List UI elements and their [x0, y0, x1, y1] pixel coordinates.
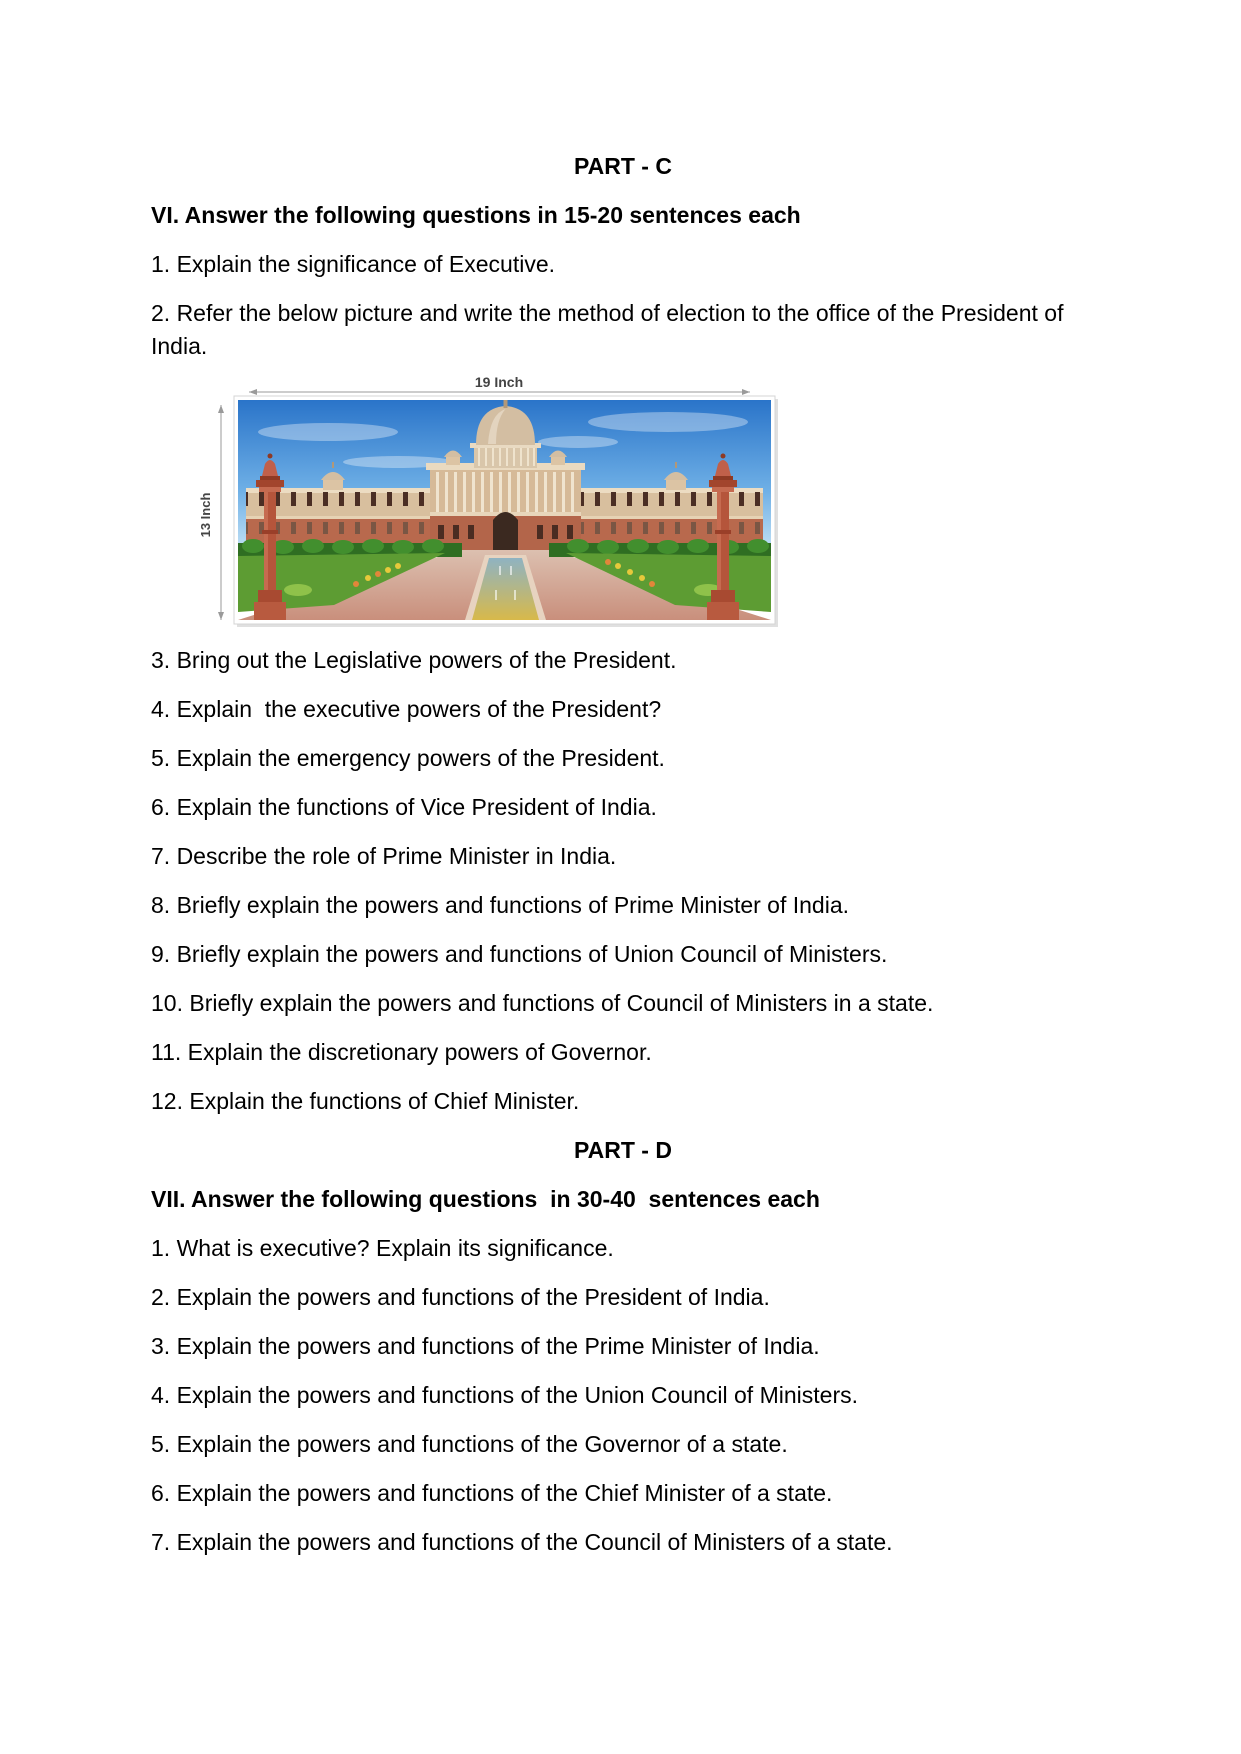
part-c-question-6: 6. Explain the functions of Vice President of India. [151, 794, 657, 820]
width-label: 19 Inch [474, 374, 524, 390]
part-d-question-2: 2. Explain the powers and functions of the President of India. [151, 1284, 770, 1310]
part-d-question-5: 5. Explain the powers and functions of the Governor of a state. [151, 1431, 788, 1457]
figure-block [151, 374, 1095, 628]
part-d-question-7: 7. Explain the powers and functions of the Council of Ministers of a state. [151, 1529, 893, 1555]
part-d-question-1: 1. What is executive? Explain its significance. [151, 1235, 614, 1261]
part-c-question-8: 8. Briefly explain the powers and functions of Prime Minister of India. [151, 892, 850, 918]
part-c-question-5: 5. Explain the emergency powers of the President. [151, 745, 665, 771]
central-block [426, 463, 585, 552]
part-d-question-3: 3. Explain the powers and functions of the Prime Minister of India. [151, 1333, 820, 1359]
section-vi-instruction: VI. Answer the following questions in 15-20 sentences each [151, 202, 801, 228]
height-dimension [218, 405, 224, 620]
part-c-title: PART - C [574, 153, 672, 179]
part-c-question-2: 2. Refer the below picture and write the method of election to the office of the President of India. [151, 300, 1070, 359]
height-label: 13 Inch [198, 492, 213, 538]
part-c-question-4: 4. Explain the executive powers of the President? [151, 696, 662, 722]
part-c-question-12: 12. Explain the functions of Chief Minister. [151, 1088, 580, 1114]
photo [238, 400, 771, 620]
part-d-title: PART - D [574, 1137, 672, 1163]
page-content [151, 150, 1095, 1575]
rashtrapati-bhavan-figure [190, 371, 790, 629]
part-c-question-3: 3. Bring out the Legislative powers of the President. [151, 647, 677, 673]
part-d-question-4: 4. Explain the powers and functions of the Union Council of Ministers. [151, 1382, 858, 1408]
section-vii-instruction: VII. Answer the following questions in 30-40 sentences each [151, 1186, 820, 1212]
central-arch [493, 512, 518, 552]
part-c-question-7: 7. Describe the role of Prime Minister in India. [151, 843, 617, 869]
part-c-question-9: 9. Briefly explain the powers and functions of Union Council of Ministers. [151, 941, 888, 967]
part-c-question-1: 1. Explain the significance of Executive. [151, 251, 556, 277]
part-c-question-10: 10. Briefly explain the powers and functions of Council of Ministers in a state. [151, 990, 934, 1016]
part-c-question-11: 11. Explain the discretionary powers of Governor. [151, 1039, 652, 1065]
part-d-question-6: 6. Explain the powers and functions of the Chief Minister of a state. [151, 1480, 833, 1506]
